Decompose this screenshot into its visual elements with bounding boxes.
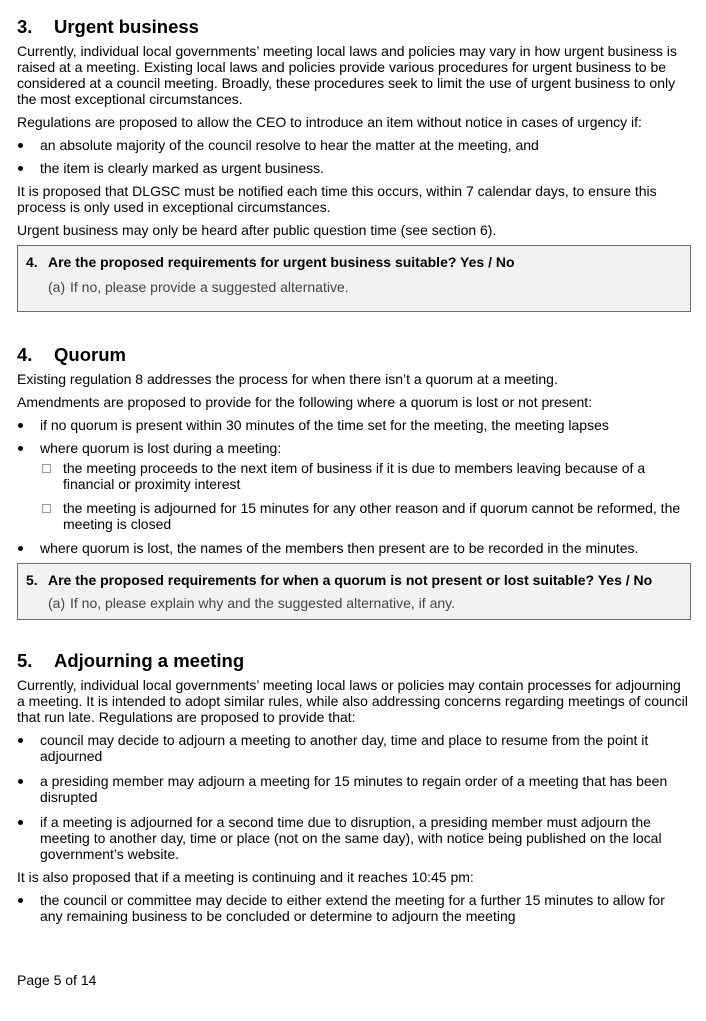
sub-text: If no, please provide a suggested alternative. — [70, 279, 349, 295]
list-item — [17, 814, 691, 862]
list-item — [17, 440, 691, 532]
bullet-icon — [18, 898, 23, 903]
sub-text: If no, please explain why and the suggested alternative, if any. — [70, 595, 455, 611]
list-item — [17, 160, 691, 176]
page-number: Page 5 of 14 — [17, 972, 97, 988]
list-item-text: if a meeting is adjourned for a second time due to disruption, a presiding member must adjourn the meeting to another day, time or place (not on the same day), with notice being published on the local government’s website. — [40, 814, 662, 862]
list-item-text: the item is clearly marked as urgent business. — [40, 160, 325, 176]
bullet-list — [17, 137, 691, 176]
question — [26, 254, 682, 270]
list-item-text: if no quorum is present within 30 minutes of the time set for the meeting, the meeting lapses — [40, 417, 609, 433]
sub-list-item — [40, 500, 691, 532]
section-heading-urgent-business — [17, 16, 691, 38]
paragraph: Amendments are proposed to provide for the following where a quorum is lost or not present: — [17, 394, 593, 410]
section-heading-adjourning — [17, 650, 691, 672]
list-item-text: where quorum is lost during a meeting: — [40, 440, 282, 456]
list-item-text: an absolute majority of the council resolve to hear the matter at the meeting, and — [40, 137, 539, 153]
paragraph: Currently, individual local governments’ meeting local laws or policies may contain processes for adjourning a meeting. It is intended to adopt similar rules, while also addressing concerns regarding meetings of council that run late. Regulations are proposed to provide that: — [17, 677, 688, 725]
square-bullet-icon — [42, 504, 51, 513]
bullet-icon — [18, 166, 23, 171]
list-item-text: the council or committee may decide to either extend the meeting for a further 15 minutes to allow for any remaining business to be concluded or determine to adjourn the meeting — [40, 892, 665, 924]
bullet-icon — [18, 446, 23, 451]
bullet-list — [17, 892, 691, 924]
list-item-text: where quorum is lost, the names of the members then present are to be recorded in the minutes. — [40, 540, 639, 556]
sub-label: (a) — [48, 595, 66, 611]
paragraph: Existing regulation 8 addresses the process for when there isn’t a quorum at a meeting. — [17, 371, 558, 387]
question-box — [17, 563, 691, 620]
section-number: 4. — [17, 344, 33, 365]
bullet-icon — [18, 546, 23, 551]
question-number: 4. — [26, 254, 38, 270]
paragraph: Currently, individual local governments’ meeting local laws and policies may vary in how urgent business is raised at a meeting. Existing local laws and policies provide various procedures for urgent business to be considered at a council meeting. Broadly, these procedures seek to limit the use of urgent business to only the most exceptional circumstances. — [17, 43, 677, 107]
sub-list-item — [40, 460, 691, 492]
bullet-list — [17, 417, 691, 556]
list-item — [17, 417, 691, 433]
list-item — [17, 540, 691, 556]
sub-label: (a) — [48, 279, 66, 295]
section-number: 3. — [17, 16, 33, 37]
sub-bullet-list — [40, 460, 691, 532]
section-number: 5. — [17, 650, 33, 671]
question-text: Are the proposed requirements for urgent business suitable? Yes / No — [48, 254, 515, 270]
section-title: Quorum — [54, 344, 126, 365]
section-title: Adjourning a meeting — [54, 650, 245, 671]
question-box — [17, 245, 691, 312]
list-item-text: council may decide to adjourn a meeting to another day, time and place to resume from the point it adjourned — [40, 732, 649, 764]
paragraph: Urgent business may only be heard after public question time (see section 6). — [17, 222, 497, 238]
question-number: 5. — [26, 572, 38, 588]
square-bullet-icon — [42, 464, 51, 473]
paragraph: It is also proposed that if a meeting is continuing and it reaches 10:45 pm: — [17, 869, 474, 885]
bullet-list — [17, 732, 691, 862]
question — [26, 572, 682, 588]
bullet-icon — [18, 738, 23, 743]
bullet-icon — [18, 779, 23, 784]
question-sub — [26, 595, 682, 611]
section-title: Urgent business — [54, 16, 199, 37]
bullet-icon — [18, 143, 23, 148]
section-heading-quorum — [17, 344, 691, 366]
document-page — [17, 16, 691, 931]
sub-list-item-text: the meeting is adjourned for 15 minutes for any other reason and if quorum cannot be reformed, the meeting is closed — [63, 500, 681, 532]
paragraph: Regulations are proposed to allow the CEO to introduce an item without notice in cases of urgency if: — [17, 114, 642, 130]
bullet-icon — [18, 820, 23, 825]
list-item-text: a presiding member may adjourn a meeting for 15 minutes to regain order of a meeting that has been disrupted — [40, 773, 668, 805]
list-item — [17, 892, 691, 924]
sub-list-item-text: the meeting proceeds to the next item of business if it is due to members leaving because of a financial or proximity interest — [63, 460, 646, 492]
bullet-icon — [18, 423, 23, 428]
list-item — [17, 137, 691, 153]
paragraph: It is proposed that DLGSC must be notified each time this occurs, within 7 calendar days, to ensure this process is only used in exceptional circumstances. — [17, 183, 657, 215]
list-item — [17, 732, 691, 764]
question-sub — [26, 279, 682, 295]
question-text: Are the proposed requirements for when a quorum is not present or lost suitable? Yes / No — [48, 572, 653, 588]
list-item — [17, 773, 691, 805]
